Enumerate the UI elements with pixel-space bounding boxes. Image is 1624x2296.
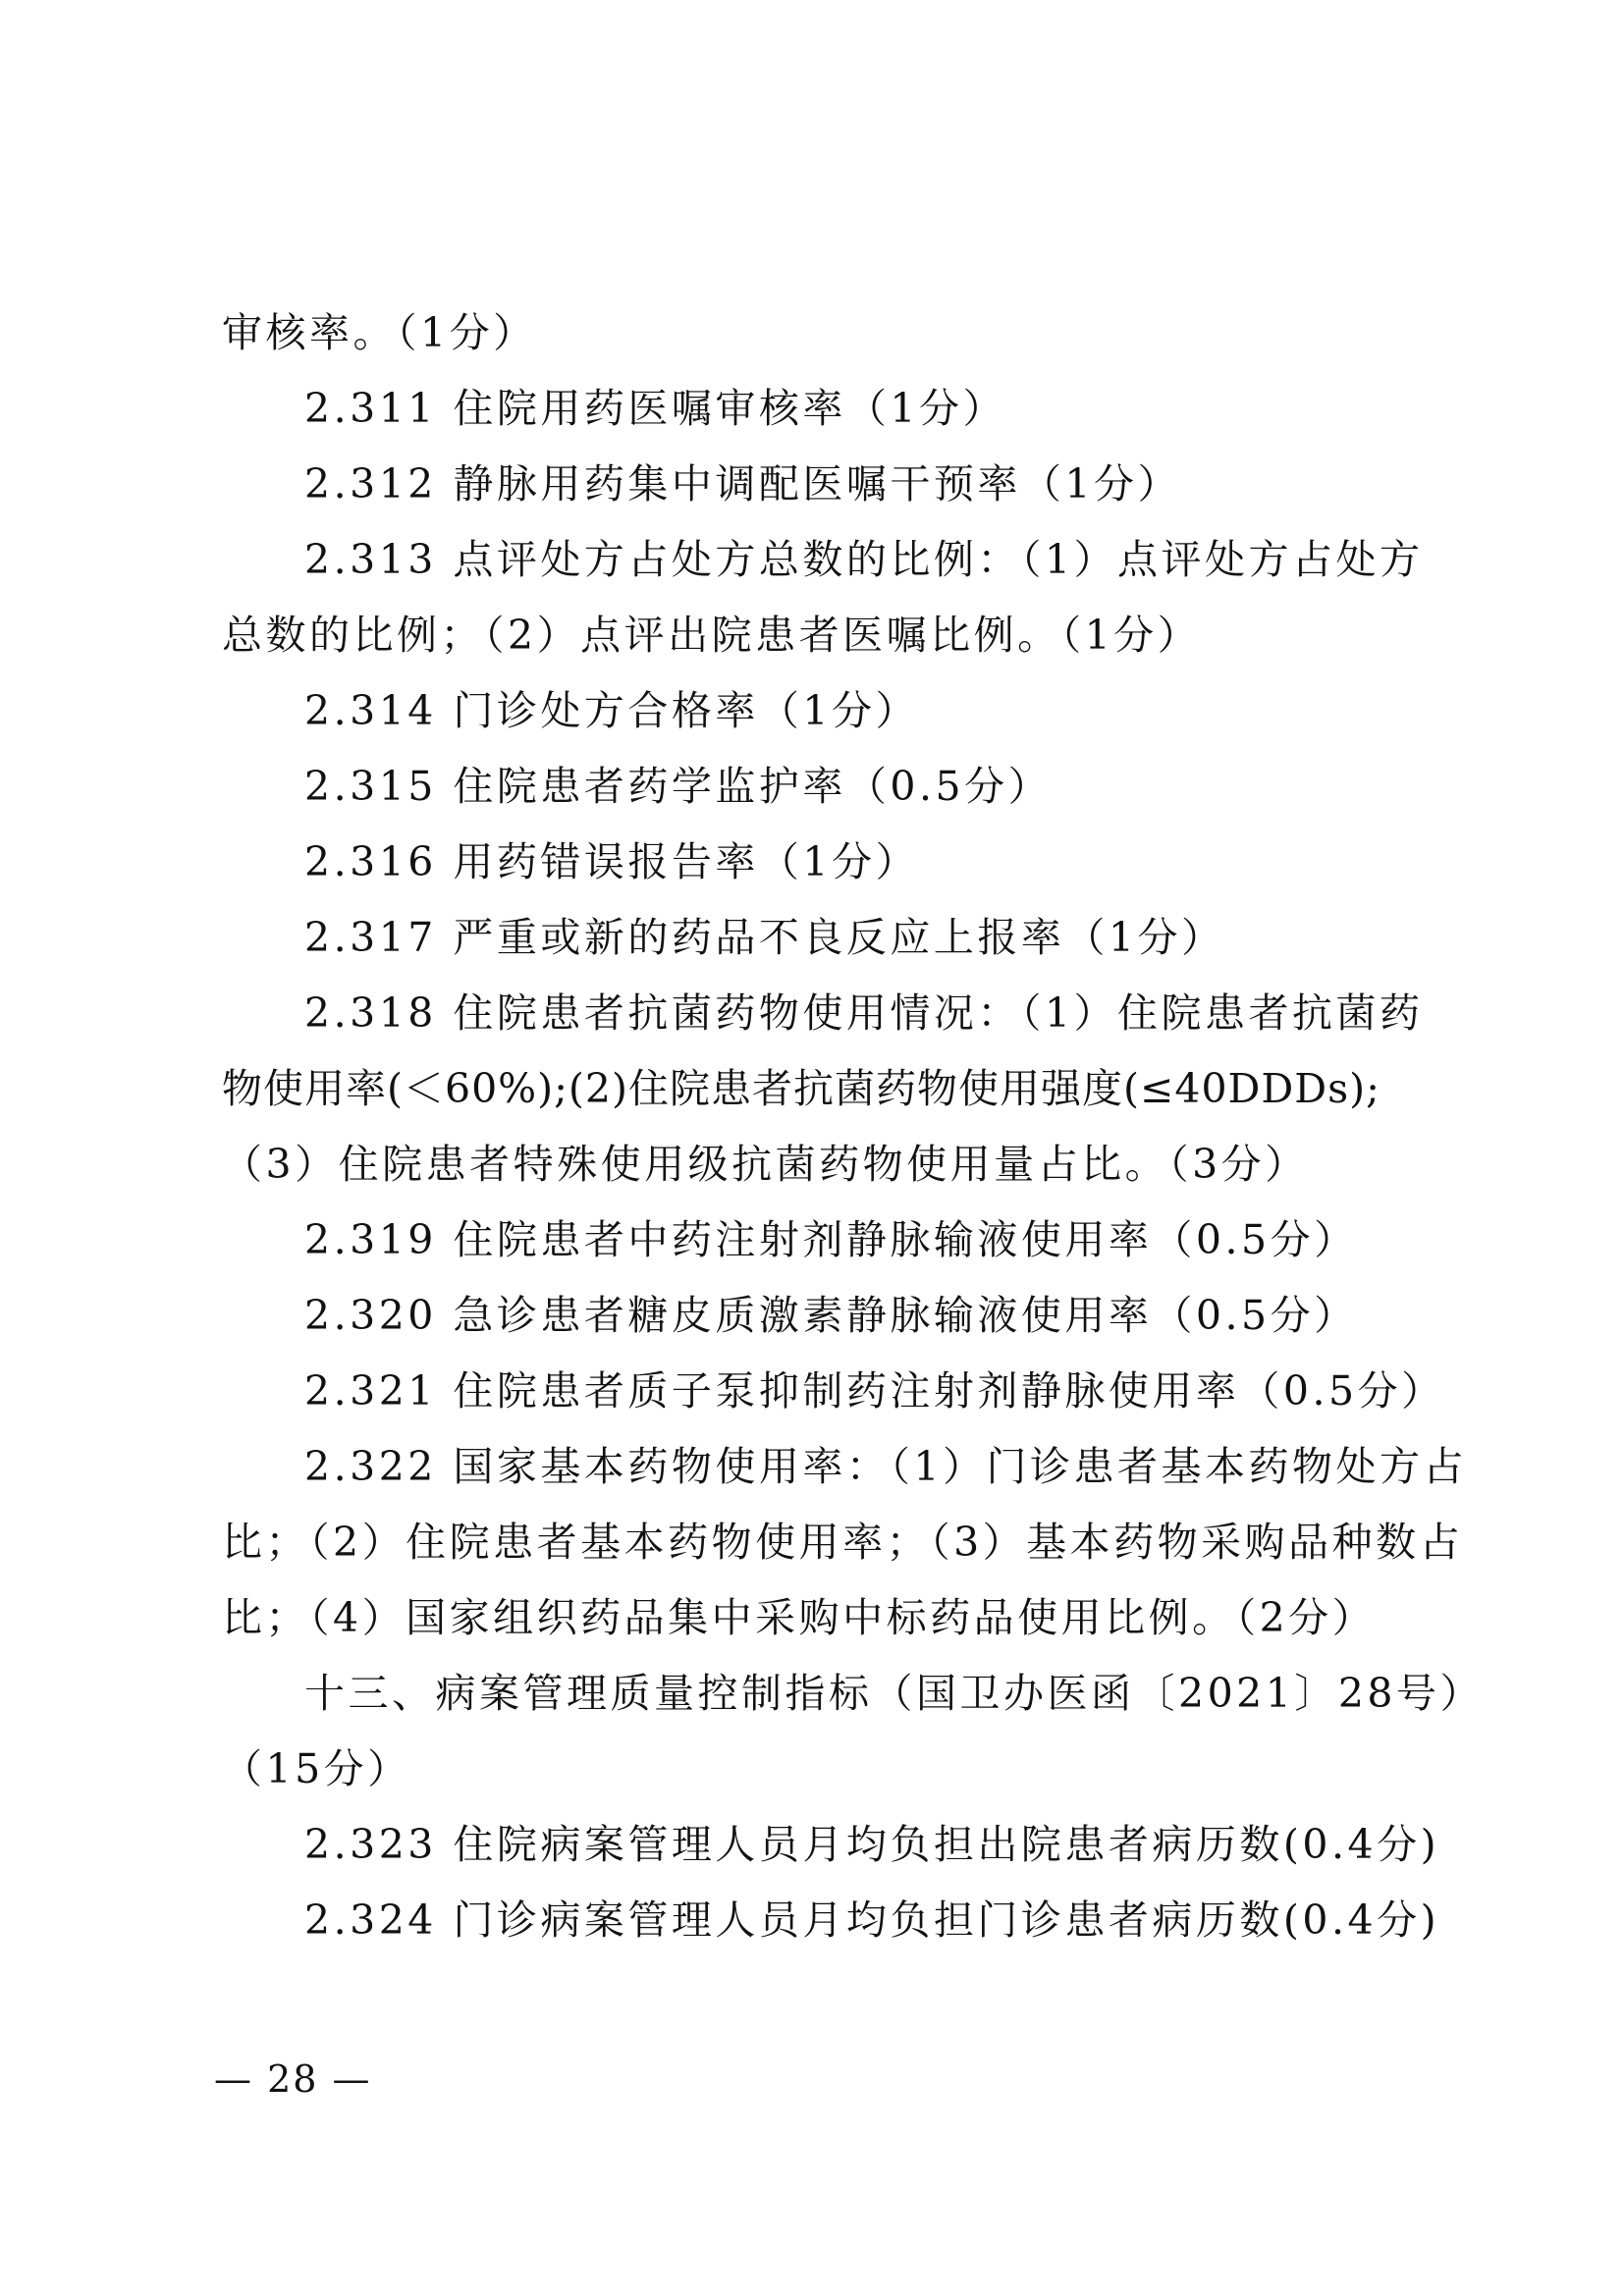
indicator-2-324: 2.324 门诊病案管理人员月均负担门诊患者病历数(0.4分)	[304, 1896, 1440, 1944]
text-line: （3）住院患者特殊使用级抗菌药物使用量占比。（3分）	[222, 1141, 1309, 1188]
indicator-2-313: 2.313 点评处方占处方总数的比例：（1）点评处方占处方	[304, 536, 1424, 583]
indicator-2-314: 2.314 门诊处方合格率（1分）	[304, 687, 919, 734]
text-line: 审核率。（1分）	[222, 309, 537, 356]
indicator-2-316: 2.316 用药错误报告率（1分）	[304, 838, 919, 885]
indicator-2-312: 2.312 静脉用药集中调配医嘱干预率（1分）	[304, 460, 1181, 507]
indicator-2-322: 2.322 国家基本药物使用率：（1）门诊患者基本药物处方占	[304, 1443, 1467, 1490]
indicator-2-317: 2.317 严重或新的药品不良反应上报率（1分）	[304, 914, 1225, 961]
text-line: 总数的比例；（2）点评出院患者医嘱比例。（1分）	[222, 612, 1202, 659]
indicator-2-315: 2.315 住院患者药学监护率（0.5分）	[304, 763, 1053, 810]
indicator-2-318: 2.318 住院患者抗菌药物使用情况：（1）住院患者抗菌药	[304, 989, 1424, 1037]
text-line: 比；（2）住院患者基本药物使用率；（3）基本药物采购品种数占	[222, 1519, 1464, 1566]
text-line: 比；（4）国家组织药品集中采购中标药品使用比例。（2分）	[222, 1594, 1377, 1641]
indicator-2-323: 2.323 住院病案管理人员月均负担出院患者病历数(0.4分)	[304, 1821, 1440, 1868]
indicator-2-321: 2.321 住院患者质子泵抑制药注射剂静脉使用率（0.5分）	[304, 1367, 1445, 1415]
text-line: 物使用率(＜60%);(2)住院患者抗菌药物使用强度(≤40DDDs);	[222, 1065, 1380, 1112]
section-heading-13: 十三、病案管理质量控制指标（国卫办医函〔2021〕28号）	[304, 1670, 1485, 1717]
indicator-2-320: 2.320 急诊患者糖皮质激素静脉输液使用率（0.5分）	[304, 1292, 1358, 1339]
indicator-2-319: 2.319 住院患者中药注射剂静脉输液使用率（0.5分）	[304, 1216, 1358, 1263]
section-heading-score: （15分）	[222, 1745, 411, 1792]
page-number: — 28 —	[214, 2057, 372, 2101]
indicator-2-311: 2.311 住院用药医嘱审核率（1分）	[304, 385, 1006, 432]
